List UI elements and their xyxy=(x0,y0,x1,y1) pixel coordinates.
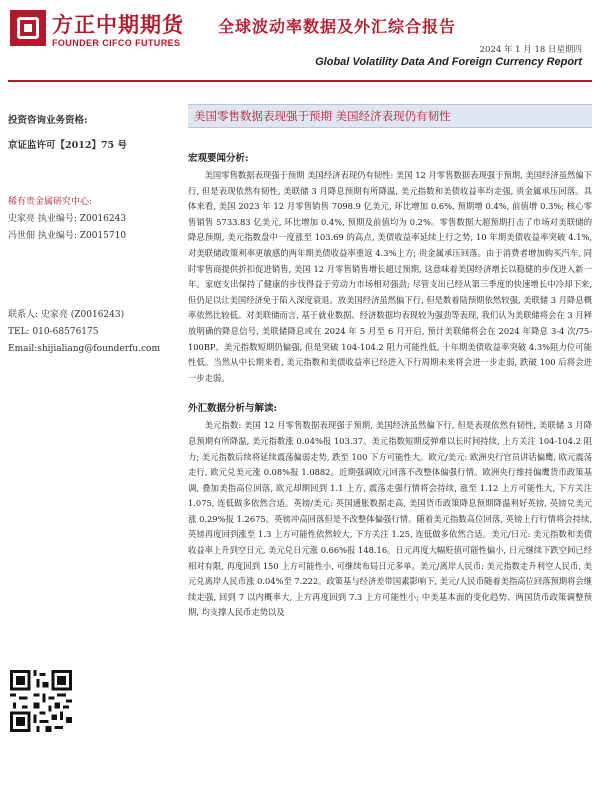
contact-block xyxy=(8,307,178,358)
report-title: 全球波动率数据及外汇综合报告 xyxy=(218,17,457,36)
contact-email[interactable]: Email:shijialiang@founderfu.com xyxy=(8,344,160,354)
analyst-1: 史家亮 执业编号: Z0016243 xyxy=(8,214,127,224)
license-number: 京证监许可【2012】75 号 xyxy=(8,140,127,151)
macro-heading: 宏观要闻分析: xyxy=(188,153,249,164)
research-dept: 稀有贵金属研究中心: xyxy=(8,197,93,207)
section-title: 美国零售数据表现强于预期 美国经济表现仍有韧性 xyxy=(188,104,592,128)
macro-paragraph: 美国零售数据表现强于预期 美国经济表现仍有韧性: 美国 12 月零售数据表现强于预期, 美国经济虽然偏下行, 但是表现依然有韧性, 美联储 3 月降息预期有所降温, 美元指数和美债收益率均走强, 贵金属承压回落。具体来看, 美国 2023 年 12 月零售销售 7098.9 亿美元, 环比增加 0.6%, 预期增 0.4%, 前值增 0.3%; 核心零售销售 5733.83 亿美元, 环比增加 0.4%, 预期及前值均为 0.2%。零售数据大超预期打击了市场对美联储的降息预期, 美元指数盘中一度涨至 103.69 的高点, 美债收益率延续上行之势, 10 年期美债收益率突破 4.1%, 对美联储政策利率更敏感的两年期美债收益率重返 4.3%上方; 贵金属承压回落。由于消费者增加购买汽车, 同时零售商提供折扣促进销售, 美国 12 月零售销售增长超过预期, 这意味着美国经济增长以稳健的步伐进入新一年。家庭支出保持了健康的步伐得益于劳动力市场相对强劲; 尽管支出已经从第三季度的快速增长中冷却下来, 但仍足以让美国经济免于陷入深度衰退。放美国经济虽然偏下行, 但是数着陆预期依然较强, 美联储 3 月降息概率依然比较低。对美联储而言, 基于就业数据、经济数据均表现较为强劲等表现, 我们认为美联储将会在 3 月释放明确的降息信号, 美联储降息或在 2024 年 5 月至 6 月开启, 预计美联储将会在 2024 年降息 3-4 次/75-100BP。美元指数短期仍偏强, 但是突破 104-104.2 阻力可能性低, 十年期美债收益率突破 4.3%阻力位可能性低。当然从中长期来看, 美元指数和美债收益率已经进入下行周期未来将会进一步走弱, 跌破 100 后将会进一步走弱。 xyxy=(188,170,592,383)
fx-heading: 外汇数据分析与解读: xyxy=(188,403,278,415)
founder-logo-icon xyxy=(10,10,46,46)
header-divider xyxy=(8,80,592,82)
contact-tel: TEL: 010-68576175 xyxy=(8,327,99,337)
report-title-en: Global Volatility Data And Foreign Currency Report xyxy=(315,56,582,68)
main-content xyxy=(188,104,592,621)
qualification-label: 投资咨询业务资格: xyxy=(8,115,88,126)
sidebar xyxy=(8,112,178,358)
report-date: 2024 年 1 月 18 日星期四 xyxy=(479,45,582,55)
report-header xyxy=(0,0,600,84)
qr-code-icon xyxy=(10,670,72,732)
contact-person: 联系人: 史家亮 (Z0016243) xyxy=(8,310,125,320)
analyst-2: 冯世佃 执业编号: Z0015710 xyxy=(8,231,127,241)
brand-name-en: FOUNDER CIFCO FUTURES xyxy=(52,38,181,48)
fx-paragraph: 美元指数: 美国 12 月零售数据表现强于预期, 美国经济虽然偏下行, 但是表现依然有韧性, 美联储 3 月降息预期有所降温, 美元指数涨 0.04%报 103.37。美元指数短期反弹难以长时间持续, 上方关注 104-104.2 阻力; 美元指数后续将延续震荡偏弱走势, 跌至 100 下方可能性大。欧元/美元: 欧洲央行官员讲话偏鹰, 欧元震荡走行, 欧元兑美元涨 0.08%报 1.0882。近期强调欧元回落不改整体偏强行情。欧洲央行维持偏鹰货币政策基调, 叠加美指高位回落, 欧元却期回到 1.1 上方, 震荡走强行情将会持续, 涨至 1.12 上方可能性大, 下方关注 1.075, 连低做多依然合适。英镑/美元: 英国通胀数据走高, 美国货币政策降息预期降温利好英镑, 英镑兑美元涨 0.29%报 1.2675。英镑冲高回落但是不改整体偏强行情。随着美元指数高位回落, 英镑上行行情将会持续, 英镑再度回到涨至 1.3 上方可能性依然较大, 下方关注 1.25, 连低做多依然合适。美元/日元: 美元指数和美债收益率上升到空日元, 美元兑日元涨 0.66%报 148.16。日元再度大幅贬值可能性偏小, 日元继续下跌空间已经相对有限, 再度回到 150 上方可能性小, 可继续布局日元多单。美元/离岸人民币: 美元指数走升利空人民币, 美元兑离岸人民币涨 0.04%至 7.222。政策基与经济差带国素影响下, 美元/人民币随着美指高位回落预期将会继续走强, 回到 7 以内概率大, 上方再度回到 7.3 上方可能性小; 中美基本面的变化趋势、两国货币政策调整预期, 均支撑人民币走势以及 xyxy=(188,420,592,618)
brand-name-cn: 方正中期期货 xyxy=(52,13,184,37)
